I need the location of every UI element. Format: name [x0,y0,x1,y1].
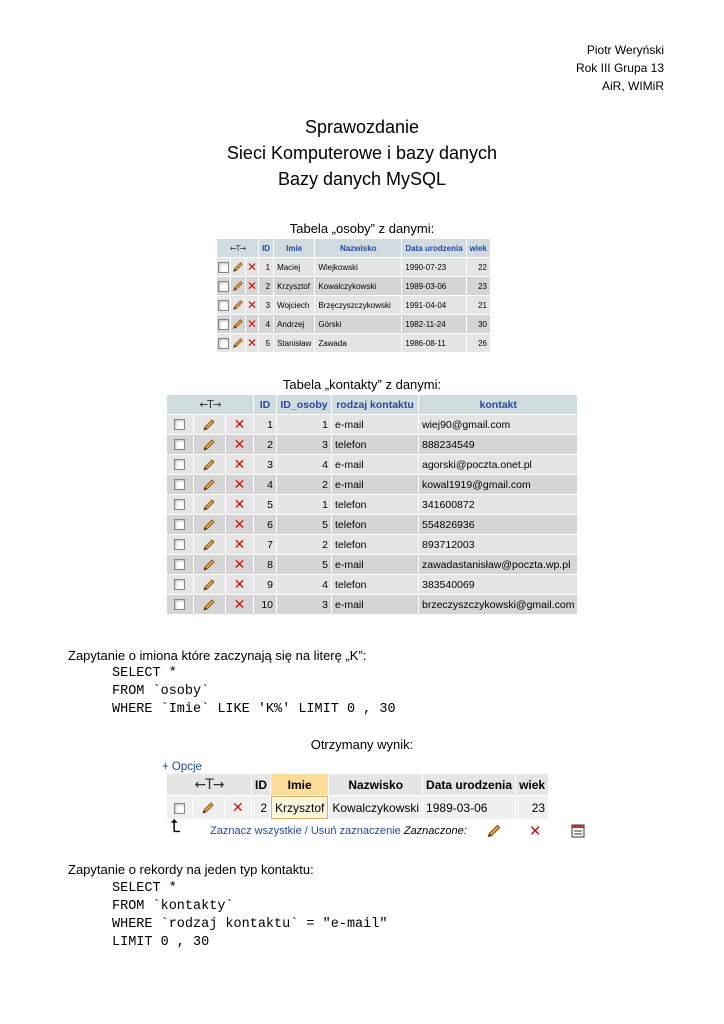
table-cell: e-mail [332,415,418,434]
table-cell: telefon [332,435,418,454]
row-checkbox[interactable] [167,535,193,554]
table-row [167,515,577,534]
edit-button[interactable] [194,495,225,514]
red-x-icon[interactable]: ✕ [233,556,246,573]
table-cell: zawadastanisław@poczta.wp.pl [419,555,577,574]
pencil-icon[interactable] [202,478,216,492]
row-checkbox[interactable] [167,495,193,514]
delete-button[interactable] [246,315,258,333]
pencil-icon[interactable] [232,299,244,311]
table-cell: kowal1919@gmail.com [419,475,577,494]
checkbox-icon[interactable] [174,459,185,470]
red-x-icon[interactable]: ✕ [247,279,258,293]
table-row [167,595,577,614]
table-cell: 5 [259,334,273,352]
edit-button[interactable] [193,796,224,819]
checkbox-icon[interactable] [174,439,185,450]
table-cell: 6 [254,515,276,534]
col-header[interactable]: ID [259,239,273,257]
red-x-icon[interactable]: ✕ [233,596,246,613]
table-cell: telefon [332,575,418,594]
col-header[interactable]: Imie [271,774,328,795]
checkbox-icon[interactable] [218,300,229,311]
table-cell: Zawada [315,334,401,352]
course-title: Sieci Komputerowe i bazy danych [226,143,498,163]
query2-line: FROM `kontakty` [112,899,234,914]
red-x-icon[interactable]: ✕ [247,260,258,274]
kontakty-table [166,394,578,615]
result-cell: Krzysztof [271,796,328,819]
table-cell: 23 [467,277,490,295]
edit-button[interactable] [194,475,225,494]
col-header[interactable]: kontakt [419,395,577,414]
table-cell: 9 [254,575,276,594]
pencil-icon[interactable] [202,578,216,592]
table-cell: 22 [467,258,490,276]
edit-button[interactable] [194,535,225,554]
pencil-icon[interactable] [232,280,244,292]
nav-header[interactable]: ←T→ [217,239,258,257]
table-cell: 4 [254,475,276,494]
query1-intro: Zapytanie o imiona które zaczynają się na literę „K”: [68,648,367,663]
delete-button[interactable] [226,475,253,494]
query2-line: SELECT * [112,881,177,896]
red-x-icon[interactable]: ✕ [247,336,258,350]
col-header[interactable]: wiek [467,239,490,257]
table-cell: 1 [254,415,276,434]
red-x-icon[interactable]: ✕ [528,822,542,840]
pencil-icon[interactable] [202,518,216,532]
table-cell: 1989-03-06 [402,277,465,295]
delete-button[interactable] [226,415,253,434]
table-row [167,495,577,514]
query1-line: SELECT * [112,666,177,681]
red-x-icon[interactable]: ✕ [247,317,258,331]
col-header[interactable]: ID [252,774,270,795]
pencil-icon[interactable] [202,498,216,512]
pencil-icon[interactable] [202,538,216,552]
table-cell: telefon [332,495,418,514]
table-cell: 1 [259,258,273,276]
table-cell: 888234549 [419,435,577,454]
result-table [166,773,549,820]
row-checkbox[interactable] [217,334,230,352]
table-cell: Stanisław [274,334,314,352]
row-checkbox[interactable] [167,455,193,474]
checkbox-icon[interactable] [218,281,229,292]
table-cell: Górski [315,315,401,333]
table-row [217,277,490,295]
red-x-icon[interactable]: ✕ [247,298,258,312]
table-cell: e-mail [332,475,418,494]
red-x-icon[interactable]: ✕ [233,456,246,473]
col-header[interactable]: ID_osoby [277,395,331,414]
col-header[interactable]: Data urodzenia [402,239,465,257]
row-checkbox[interactable] [167,595,193,614]
checkbox-icon[interactable] [174,539,185,550]
table-cell: 1991-04-04 [402,296,465,314]
table-cell: 1990-07-23 [402,258,465,276]
col-header[interactable]: rodzaj kontaktu [332,395,418,414]
col-header[interactable]: wiek [516,774,548,795]
author-name: Piotr Weryński [586,43,664,57]
delete-button[interactable] [226,575,253,594]
result-cell: 23 [516,796,548,819]
checkbox-icon[interactable] [174,559,185,570]
table-cell: agorski@poczta.onet.pl [419,455,577,474]
checkbox-icon[interactable] [218,338,229,349]
table-cell: 5 [254,495,276,514]
delete-button[interactable] [246,277,258,295]
delete-button[interactable] [226,435,253,454]
nav-header[interactable]: ←T→ [167,395,253,414]
pencil-icon[interactable] [202,558,216,572]
osoby-caption: Tabela „osoby” z danymi: [289,221,435,236]
table-cell: 3 [277,595,331,614]
delete-button[interactable] [226,455,253,474]
pencil-icon[interactable] [202,458,216,472]
checkbox-icon[interactable] [174,479,185,490]
edit-button[interactable] [194,575,225,594]
red-x-icon[interactable]: ✕ [233,476,246,493]
table-cell: 10 [254,595,276,614]
red-x-icon[interactable]: ✕ [231,799,244,816]
osoby-table [216,238,491,353]
topic-title: Bazy danych MySQL [277,169,447,189]
checkbox-icon[interactable] [218,262,229,273]
col-header[interactable]: Nazwisko [329,774,422,795]
table-cell: wiej90@gmail.com [419,415,577,434]
table-cell: 7 [254,535,276,554]
checkbox-icon[interactable] [174,419,185,430]
doc-title: Sprawozdanie [304,117,420,137]
edit-button[interactable] [194,515,225,534]
table-cell: 1 [277,415,331,434]
delete-button[interactable] [226,595,253,614]
row-checkbox[interactable] [167,435,193,454]
red-x-icon[interactable]: ✕ [233,436,246,453]
table-row [167,415,577,434]
result-footer [170,816,585,840]
nav-header[interactable]: ←T→ [167,774,251,795]
pencil-icon[interactable] [202,418,216,432]
table-cell: 1982-11-24 [402,315,465,333]
table-cell: e-mail [332,555,418,574]
row-checkbox[interactable] [217,315,230,333]
edit-button[interactable] [231,296,245,314]
pencil-icon[interactable] [201,801,215,815]
table-cell: 4 [259,315,273,333]
edit-button[interactable] [231,277,245,295]
table-cell: 1 [277,495,331,514]
delete-button[interactable] [226,515,253,534]
row-checkbox[interactable] [217,258,230,276]
table-cell: 3 [259,296,273,314]
table-row [167,796,548,819]
pencil-icon[interactable] [232,261,244,273]
edit-button[interactable] [231,334,245,352]
select-all-arrow-icon: ⮤ [170,816,181,837]
red-x-icon[interactable]: ✕ [233,576,246,593]
table-row [217,315,490,333]
query2-line: LIMIT 0 , 30 [112,935,210,950]
table-row [167,555,577,574]
table-cell: 8 [254,555,276,574]
table-cell: Krzysztof [274,277,314,295]
table-cell: 5 [277,555,331,574]
table-cell: 4 [277,575,331,594]
delete-button[interactable] [226,555,253,574]
delete-button[interactable] [246,258,258,276]
table-row [217,258,490,276]
result-cell: Kowalczykowski [329,796,422,819]
edit-button[interactable] [194,415,225,434]
table-cell: 2 [277,475,331,494]
edit-button[interactable] [231,258,245,276]
checkbox-icon[interactable] [174,803,185,814]
edit-button[interactable] [194,455,225,474]
checkbox-icon[interactable] [218,319,229,330]
table-row [167,455,577,474]
table-cell: Wiejkowski [315,258,401,276]
delete-button[interactable] [246,296,258,314]
result-cell: 1989-03-06 [423,796,515,819]
table-cell: Maciej [274,258,314,276]
table-row [217,334,490,352]
row-checkbox[interactable] [217,296,230,314]
edit-button[interactable] [231,315,245,333]
query2-line: WHERE `rodzaj kontaktu` = "e-mail" [112,917,388,932]
col-header[interactable]: ID [254,395,276,414]
col-header[interactable]: Data urodzenia [423,774,515,795]
red-x-icon[interactable]: ✕ [233,536,246,553]
row-checkbox[interactable] [167,575,193,594]
pencil-icon[interactable] [232,318,244,330]
table-cell: Wojciech [274,296,314,314]
pencil-icon[interactable] [202,438,216,452]
table-row [167,535,577,554]
query1-line: FROM `osoby` [112,684,210,699]
edit-button[interactable] [194,595,225,614]
row-checkbox[interactable] [167,515,193,534]
table-cell: 893712003 [419,535,577,554]
delete-button[interactable] [246,334,258,352]
row-checkbox[interactable] [167,415,193,434]
delete-button[interactable] [225,796,251,819]
table-row [217,296,490,314]
table-row [167,575,577,594]
row-checkbox[interactable] [167,555,193,574]
kontakty-caption: Tabela „kontakty” z danymi: [282,377,442,392]
red-x-icon[interactable]: ✕ [233,496,246,513]
table-cell: Kowalczykowski [315,277,401,295]
checkbox-icon[interactable] [174,519,185,530]
selected-label: Zaznaczone: [403,824,467,837]
checkbox-icon[interactable] [174,579,185,590]
table-cell: 383540069 [419,575,577,594]
table-cell: telefon [332,515,418,534]
edit-button[interactable] [194,435,225,454]
red-x-icon[interactable]: ✕ [233,516,246,533]
table-row [167,435,577,454]
red-x-icon[interactable]: ✕ [233,416,246,433]
edit-button[interactable] [194,555,225,574]
table-cell: telefon [332,535,418,554]
faculty: AiR, WIMiR [602,79,664,93]
table-cell: 3 [277,435,331,454]
table-cell: 341600872 [419,495,577,514]
row-checkbox[interactable] [217,277,230,295]
table-cell: 2 [254,435,276,454]
table-cell: 2 [277,535,331,554]
col-header[interactable]: Imie [274,239,314,257]
query2-intro: Zapytanie o rekordy na jeden typ kontaktu: [68,862,314,877]
delete-button[interactable] [226,495,253,514]
table-cell: 3 [254,455,276,474]
pencil-icon[interactable] [486,823,502,839]
table-cell: 1986-08-11 [402,334,465,352]
pencil-icon[interactable] [202,598,216,612]
query1-line: WHERE `Imie` LIKE 'K%' LIMIT 0 , 30 [112,702,396,717]
year-group: Rok III Grupa 13 [575,61,664,75]
delete-button[interactable] [226,535,253,554]
table-cell: 30 [467,315,490,333]
export-icon[interactable] [571,824,585,838]
table-cell: 4 [277,455,331,474]
table-cell: 5 [277,515,331,534]
table-cell: brzeczyszczykowski@gmail.com [419,595,577,614]
table-cell: 21 [467,296,490,314]
table-cell: e-mail [332,595,418,614]
checkbox-icon[interactable] [174,599,185,610]
table-cell: Andrzej [274,315,314,333]
checkbox-icon[interactable] [174,499,185,510]
result-cell: 2 [252,796,270,819]
row-checkbox[interactable] [167,475,193,494]
select-all-link[interactable]: Zaznacz wszystkie / Usuń zaznaczenie [210,824,401,837]
table-row [167,475,577,494]
table-cell: 26 [467,334,490,352]
table-cell: Brzęczyszczykowski [315,296,401,314]
pencil-icon[interactable] [232,337,244,349]
table-cell: 554826936 [419,515,577,534]
result-caption: Otrzymany wynik: [310,737,414,752]
table-cell: 2 [259,277,273,295]
options-link[interactable]: + Opcje [162,761,202,773]
table-cell: e-mail [332,455,418,474]
col-header[interactable]: Nazwisko [315,239,401,257]
